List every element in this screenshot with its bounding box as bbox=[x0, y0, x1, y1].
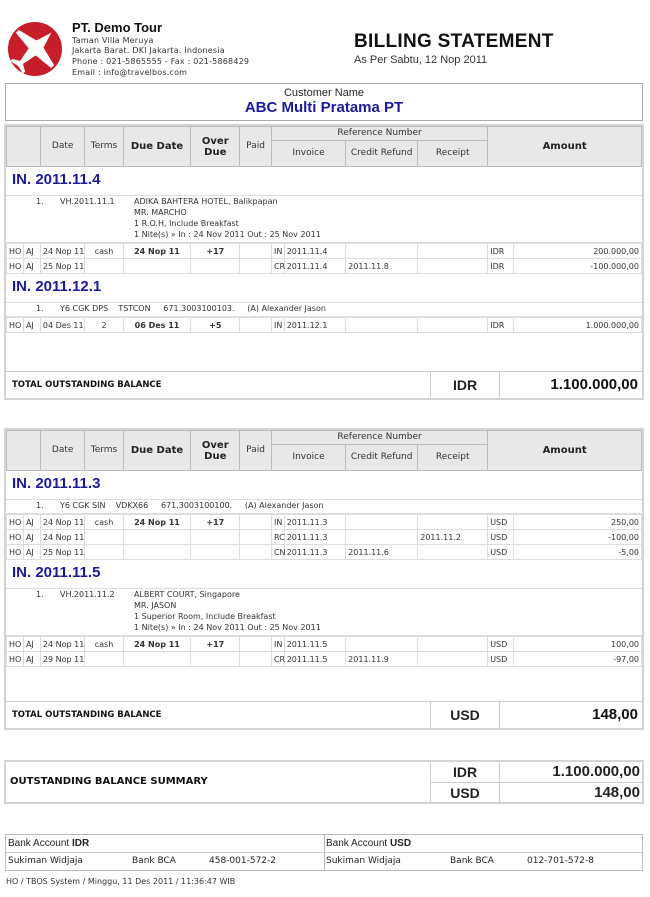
cell-cur: USD bbox=[488, 530, 513, 545]
cell-date: 25 Nop 11 bbox=[40, 545, 85, 560]
table-row bbox=[7, 515, 642, 530]
col-reference-number: Reference Number bbox=[271, 431, 487, 445]
cell-over bbox=[191, 259, 240, 274]
desc-voucher-code: VH.2011.11.2 bbox=[60, 590, 115, 599]
total-label: TOTAL OUTSTANDING BALANCE bbox=[12, 710, 162, 720]
cell-due bbox=[123, 545, 191, 560]
bank-label-prefix: Bank Account bbox=[8, 838, 70, 849]
desc-line: ADIKA BAHTERA HOTEL, Balikpapan bbox=[134, 197, 278, 206]
cell-due bbox=[123, 530, 191, 545]
cell-invoice: 2011.12.1 bbox=[284, 318, 345, 333]
system-footer: HO / TBOS System / Minggu, 11 Des 2011 / 11:36:47 WIB bbox=[6, 877, 236, 886]
column-header bbox=[6, 126, 642, 167]
company-address-1: Taman Villa Meruya bbox=[72, 36, 154, 45]
summary-amount-usd: 148,00 bbox=[594, 784, 640, 801]
cell-amount: 250,00 bbox=[513, 515, 641, 530]
transaction-table bbox=[6, 514, 642, 560]
cell-date: 24 Nop 11 bbox=[40, 244, 85, 259]
cell-invoice: 2011.11.3 bbox=[284, 515, 345, 530]
table-row bbox=[7, 637, 642, 652]
cell-over bbox=[191, 652, 240, 667]
total-label: TOTAL OUTSTANDING BALANCE bbox=[12, 380, 162, 390]
bank-account-usd bbox=[324, 835, 642, 870]
invoice-heading: IN. 2011.12.1 bbox=[12, 278, 102, 295]
col-credit-refund: Credit Refund bbox=[346, 141, 418, 167]
cell-terms: 2 bbox=[85, 318, 123, 333]
cell-terms bbox=[85, 530, 123, 545]
table-row bbox=[7, 318, 642, 333]
cell-type: CN bbox=[271, 545, 284, 560]
col-invoice: Invoice bbox=[271, 141, 345, 167]
cell-cur: USD bbox=[488, 515, 513, 530]
desc-number: 1. bbox=[36, 304, 44, 313]
balance-summary bbox=[4, 760, 644, 804]
company-email: Email : info@travelbos.com bbox=[72, 68, 188, 77]
transaction-table bbox=[6, 243, 642, 274]
cell-paid bbox=[240, 259, 272, 274]
cell-credit bbox=[346, 515, 418, 530]
cell-terms bbox=[85, 545, 123, 560]
bank-account-usd-label bbox=[324, 835, 642, 853]
bank-name-idr: Bank BCA bbox=[132, 856, 176, 866]
cell-amount: -97,00 bbox=[513, 652, 641, 667]
cell-receipt: 2011.11.2 bbox=[418, 530, 488, 545]
col-date: Date bbox=[40, 127, 85, 167]
statement-date: As Per Sabtu, 12 Nop 2011 bbox=[354, 54, 488, 66]
cell-invoice: 2011.11.3 bbox=[284, 530, 345, 545]
table-row bbox=[7, 545, 642, 560]
desc-number: 1. bbox=[36, 197, 44, 206]
bank-account-idr bbox=[6, 835, 325, 870]
summary-amount-idr: 1.100.000,00 bbox=[498, 762, 642, 783]
desc-number: 1. bbox=[36, 501, 44, 510]
cell-a: HO bbox=[7, 637, 24, 652]
cell-date: 24 Nop 11 bbox=[40, 530, 85, 545]
col-receipt: Receipt bbox=[418, 445, 488, 471]
invoice-heading: IN. 2011.11.4 bbox=[12, 171, 101, 188]
cell-receipt bbox=[418, 637, 488, 652]
bank-account-idr-label bbox=[6, 835, 324, 853]
col-reference-number: Reference Number bbox=[271, 127, 487, 141]
desc-line: ALBERT COURT, Singapore bbox=[134, 590, 240, 599]
cell-amount: 1.000.000,00 bbox=[513, 318, 641, 333]
desc-voucher-code: VH.2011.11.1 bbox=[60, 197, 115, 206]
cell-credit bbox=[346, 530, 418, 545]
invoice-description bbox=[6, 588, 642, 636]
cell-b: AJ bbox=[23, 637, 40, 652]
col-paid: Paid bbox=[240, 127, 272, 167]
bank-label-prefix: Bank Account bbox=[326, 838, 388, 849]
col-over-due: Over Due bbox=[191, 127, 240, 167]
cell-type: RC bbox=[271, 530, 284, 545]
cell-paid bbox=[240, 637, 272, 652]
invoice-heading: IN. 2011.11.3 bbox=[12, 475, 101, 492]
bank-currency-idr: IDR bbox=[71, 838, 90, 849]
cell-paid bbox=[240, 244, 272, 259]
cell-date: 24 Nop 11 bbox=[40, 515, 85, 530]
col-invoice: Invoice bbox=[271, 445, 345, 471]
company-phone: Phone : 021-5865555 - Fax : 021-5868429 bbox=[72, 57, 250, 66]
summary-currency-col bbox=[430, 762, 500, 802]
invoice-description bbox=[6, 302, 642, 317]
cell-date: 24 Nop 11 bbox=[40, 637, 85, 652]
desc-line: MR. JASON bbox=[134, 601, 177, 610]
cell-amount: -100,00 bbox=[513, 530, 641, 545]
col-due-date: Due Date bbox=[123, 431, 191, 471]
invoice-heading: IN. 2011.11.5 bbox=[12, 564, 101, 581]
cell-due: 24 Nop 11 bbox=[123, 515, 191, 530]
cell-terms: cash bbox=[85, 244, 123, 259]
company-address-2: Jakarta Barat. DKI Jakarta. Indonesia bbox=[72, 46, 225, 55]
cell-cur: USD bbox=[488, 545, 513, 560]
cell-b: AJ bbox=[23, 530, 40, 545]
total-outstanding bbox=[6, 701, 642, 728]
cell-amount: 100,00 bbox=[513, 637, 641, 652]
cell-a: HO bbox=[7, 244, 24, 259]
total-currency: USD bbox=[430, 702, 500, 728]
desc-flight: Y6 CGK SIN VDKX66 671.3003100100. (A) Alexander Jason bbox=[60, 501, 324, 510]
cell-over bbox=[191, 545, 240, 560]
desc-line: 1 Nite(s) » In : 24 Nov 2011 Out : 25 Nov 2011 bbox=[134, 230, 321, 239]
cell-amount: 200.000,00 bbox=[513, 244, 641, 259]
total-currency: IDR bbox=[430, 372, 500, 398]
cell-type: IN bbox=[271, 515, 284, 530]
cell-due: 24 Nop 11 bbox=[123, 244, 191, 259]
cell-paid bbox=[240, 515, 272, 530]
cell-date: 04 Des 11 bbox=[40, 318, 85, 333]
cell-b: AJ bbox=[23, 545, 40, 560]
cell-receipt bbox=[418, 652, 488, 667]
customer-label: Customer Name bbox=[283, 87, 365, 99]
cell-b: AJ bbox=[23, 318, 40, 333]
desc-line: 1 R.O.H, Include Breakfast bbox=[134, 219, 239, 228]
cell-invoice: 2011.11.4 bbox=[284, 244, 345, 259]
cell-a: HO bbox=[7, 545, 24, 560]
statement-section-idr bbox=[4, 124, 644, 400]
col-amount: Amount bbox=[488, 431, 642, 471]
cell-due: 24 Nop 11 bbox=[123, 637, 191, 652]
desc-line: MR. MARCHO bbox=[134, 208, 187, 217]
cell-a: HO bbox=[7, 318, 24, 333]
statement-section-usd bbox=[4, 428, 644, 730]
cell-type: CR bbox=[271, 259, 284, 274]
summary-currency-idr: IDR bbox=[431, 762, 499, 783]
cell-terms: cash bbox=[85, 637, 123, 652]
cell-due bbox=[123, 652, 191, 667]
cell-credit bbox=[346, 318, 418, 333]
cell-amount: -5,00 bbox=[513, 545, 641, 560]
cell-a: HO bbox=[7, 530, 24, 545]
cell-terms bbox=[85, 259, 123, 274]
bank-number-idr: 458-001-572-2 bbox=[209, 856, 277, 866]
cell-b: AJ bbox=[23, 244, 40, 259]
cell-paid bbox=[240, 530, 272, 545]
cell-receipt bbox=[418, 259, 488, 274]
cell-cur: IDR bbox=[488, 259, 513, 274]
cell-credit: 2011.11.9 bbox=[346, 652, 418, 667]
cell-over: +5 bbox=[191, 318, 240, 333]
cell-receipt bbox=[418, 244, 488, 259]
desc-line: 1 Nite(s) » In : 24 Nov 2011 Out : 25 Nov 2011 bbox=[134, 623, 321, 632]
summary-label: OUTSTANDING BALANCE SUMMARY bbox=[10, 776, 208, 787]
total-amount: 148,00 bbox=[592, 706, 638, 723]
cell-cur: IDR bbox=[488, 244, 513, 259]
bank-holder-usd: Sukiman Widjaja bbox=[326, 856, 401, 866]
cell-type: IN bbox=[271, 637, 284, 652]
desc-line: 1 Superior Room, Include Breakfast bbox=[134, 612, 276, 621]
cell-credit bbox=[346, 244, 418, 259]
cell-cur: IDR bbox=[488, 318, 513, 333]
summary-amount-col bbox=[498, 762, 642, 802]
cell-credit bbox=[346, 637, 418, 652]
table-row bbox=[7, 244, 642, 259]
customer-name: ABC Multi Pratama PT bbox=[244, 99, 404, 116]
desc-flight: Y6 CGK DPS TSTCON 671.3003100103. (A) Alexander Jason bbox=[60, 304, 326, 313]
table-row bbox=[7, 259, 642, 274]
col-terms: Terms bbox=[85, 127, 123, 167]
cell-receipt bbox=[418, 515, 488, 530]
cell-amount: -100.000,00 bbox=[513, 259, 641, 274]
cell-b: AJ bbox=[23, 259, 40, 274]
cell-invoice: 2011.11.5 bbox=[284, 652, 345, 667]
col-over-due: Over Due bbox=[191, 431, 240, 471]
company-logo-icon bbox=[6, 20, 64, 78]
cell-b: AJ bbox=[23, 652, 40, 667]
cell-type: CR bbox=[271, 652, 284, 667]
company-name: PT. Demo Tour bbox=[72, 20, 163, 35]
cell-over: +17 bbox=[191, 637, 240, 652]
cell-over: +17 bbox=[191, 244, 240, 259]
cell-over: +17 bbox=[191, 515, 240, 530]
col-due-date: Due Date bbox=[123, 127, 191, 167]
col-terms: Terms bbox=[85, 431, 123, 471]
cell-type: IN bbox=[271, 244, 284, 259]
cell-credit: 2011.11.6 bbox=[346, 545, 418, 560]
bank-holder-idr: Sukiman Widjaja bbox=[8, 856, 83, 866]
summary-currency-usd: USD bbox=[450, 785, 480, 801]
cell-cur: USD bbox=[488, 637, 513, 652]
bank-number-usd: 012-701-572-8 bbox=[527, 856, 595, 866]
cell-invoice: 2011.11.3 bbox=[284, 545, 345, 560]
transaction-table bbox=[6, 317, 642, 333]
bank-currency-usd: USD bbox=[389, 838, 412, 849]
cell-cur: USD bbox=[488, 652, 513, 667]
customer-box bbox=[5, 83, 643, 121]
total-outstanding bbox=[6, 371, 642, 398]
desc-number: 1. bbox=[36, 590, 44, 599]
cell-invoice: 2011.11.4 bbox=[284, 259, 345, 274]
table-row bbox=[7, 652, 642, 667]
cell-due: 06 Des 11 bbox=[123, 318, 191, 333]
col-paid: Paid bbox=[240, 431, 272, 471]
cell-invoice: 2011.11.5 bbox=[284, 637, 345, 652]
cell-date: 25 Nop 11 bbox=[40, 259, 85, 274]
cell-b: AJ bbox=[23, 515, 40, 530]
col-date: Date bbox=[40, 431, 85, 471]
cell-paid bbox=[240, 652, 272, 667]
col-receipt: Receipt bbox=[418, 141, 488, 167]
cell-over bbox=[191, 530, 240, 545]
cell-a: HO bbox=[7, 652, 24, 667]
cell-receipt bbox=[418, 545, 488, 560]
cell-a: HO bbox=[7, 515, 24, 530]
bank-name-usd: Bank BCA bbox=[450, 856, 494, 866]
invoice-description bbox=[6, 195, 642, 243]
invoice-description bbox=[6, 499, 642, 514]
transaction-table bbox=[6, 636, 642, 667]
total-amount: 1.100.000,00 bbox=[550, 376, 638, 393]
cell-paid bbox=[240, 545, 272, 560]
cell-due bbox=[123, 259, 191, 274]
bank-accounts bbox=[5, 834, 643, 871]
cell-a: HO bbox=[7, 259, 24, 274]
statement-title: BILLING STATEMENT bbox=[354, 31, 554, 52]
col-credit-refund: Credit Refund bbox=[346, 445, 418, 471]
cell-credit: 2011.11.8 bbox=[346, 259, 418, 274]
cell-terms: cash bbox=[85, 515, 123, 530]
cell-date: 29 Nop 11 bbox=[40, 652, 85, 667]
column-header bbox=[6, 430, 642, 471]
cell-type: IN bbox=[271, 318, 284, 333]
header bbox=[0, 0, 650, 82]
table-row bbox=[7, 530, 642, 545]
cell-terms bbox=[85, 652, 123, 667]
cell-paid bbox=[240, 318, 272, 333]
col-amount: Amount bbox=[488, 127, 642, 167]
cell-receipt bbox=[418, 318, 488, 333]
